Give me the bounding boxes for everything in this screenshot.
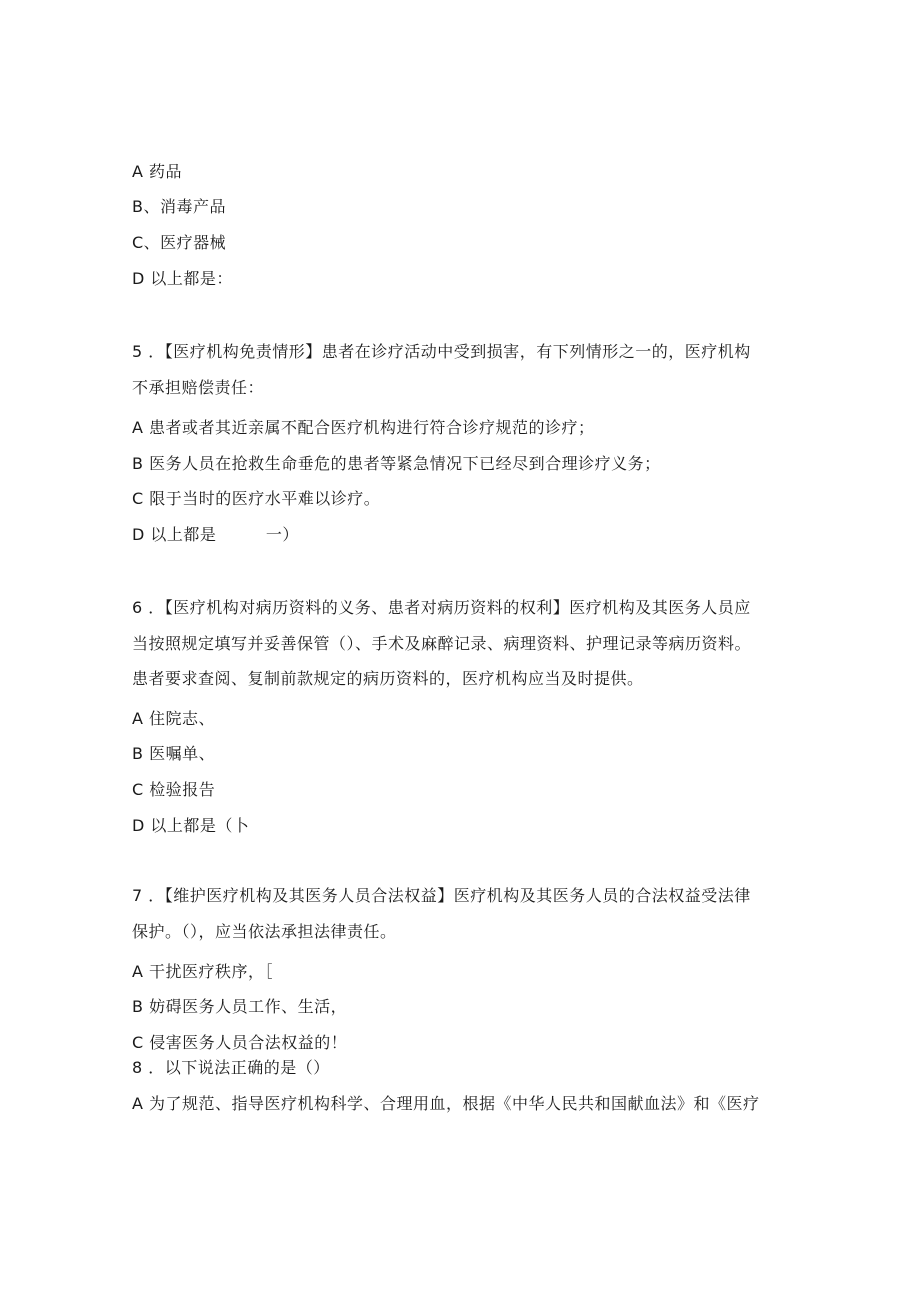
q4-option-c: C、医疗器械: [132, 233, 227, 252]
q5-option-a: A 患者或者其近亲属不配合医疗机构进行符合诊疗规范的诊疗；: [132, 418, 595, 437]
q6-stem-line1: 6 ．【医疗机构对病历资料的义务、患者对病历资料的权利】医疗机构及其医务人员应: [132, 598, 751, 617]
q5-stem-line1: 5 ．【医疗机构免责情形】患者在诊疗活动中受到损害，有下列情形之一的，医疗机构: [132, 342, 751, 361]
q7-option-a: A 干扰医疗秩序，［: [132, 962, 274, 981]
q6-stem-line2: 当按照规定填写并妥善保管（）、手术及麻醉记录、病理资料、护理记录等病历资料。: [132, 634, 752, 653]
q5-stem-line2: 不承担赔偿责任：: [132, 378, 265, 397]
q6-option-d: D 以上都是（卜: [132, 816, 250, 835]
q7-option-b: B 妨碍医务人员工作、生活，: [132, 997, 348, 1016]
q5-option-d: D 以上都是 一）: [132, 525, 299, 544]
q8-option-a: A 为了规范、指导医疗机构科学、合理用血，根据《中华人民共和国献血法》和《医疗: [132, 1094, 760, 1113]
q5-option-c: C 限于当时的医疗水平难以诊疗。: [132, 489, 381, 508]
q5-option-b: B 医务人员在抢救生命垂危的患者等紧急情况下已经尽到合理诊疗义务；: [132, 454, 661, 473]
q4-option-b: B、消毒产品: [132, 197, 226, 216]
q7-option-c: C 侵害医务人员合法权益的！: [132, 1033, 348, 1052]
q8-stem-line1: 8 ．以下说法正确的是（）: [132, 1058, 330, 1077]
q6-stem-line3: 患者要求查阅、复制前款规定的病历资料的，医疗机构应当及时提供。: [132, 669, 644, 688]
q4-option-a: A 药品: [132, 162, 183, 181]
q6-option-c: C 检验报告: [132, 780, 216, 799]
q6-option-b: B 医嘱单、: [132, 744, 216, 763]
q6-option-a: A 住院志、: [132, 709, 216, 728]
q4-option-d: D 以上都是：: [132, 269, 233, 288]
q7-stem-line1: 7 ．【维护医疗机构及其医务人员合法权益】医疗机构及其医务人员的合法权益受法律: [132, 886, 751, 905]
q7-stem-line2: 保护。（），应当依法承担法律责任。: [132, 922, 397, 941]
